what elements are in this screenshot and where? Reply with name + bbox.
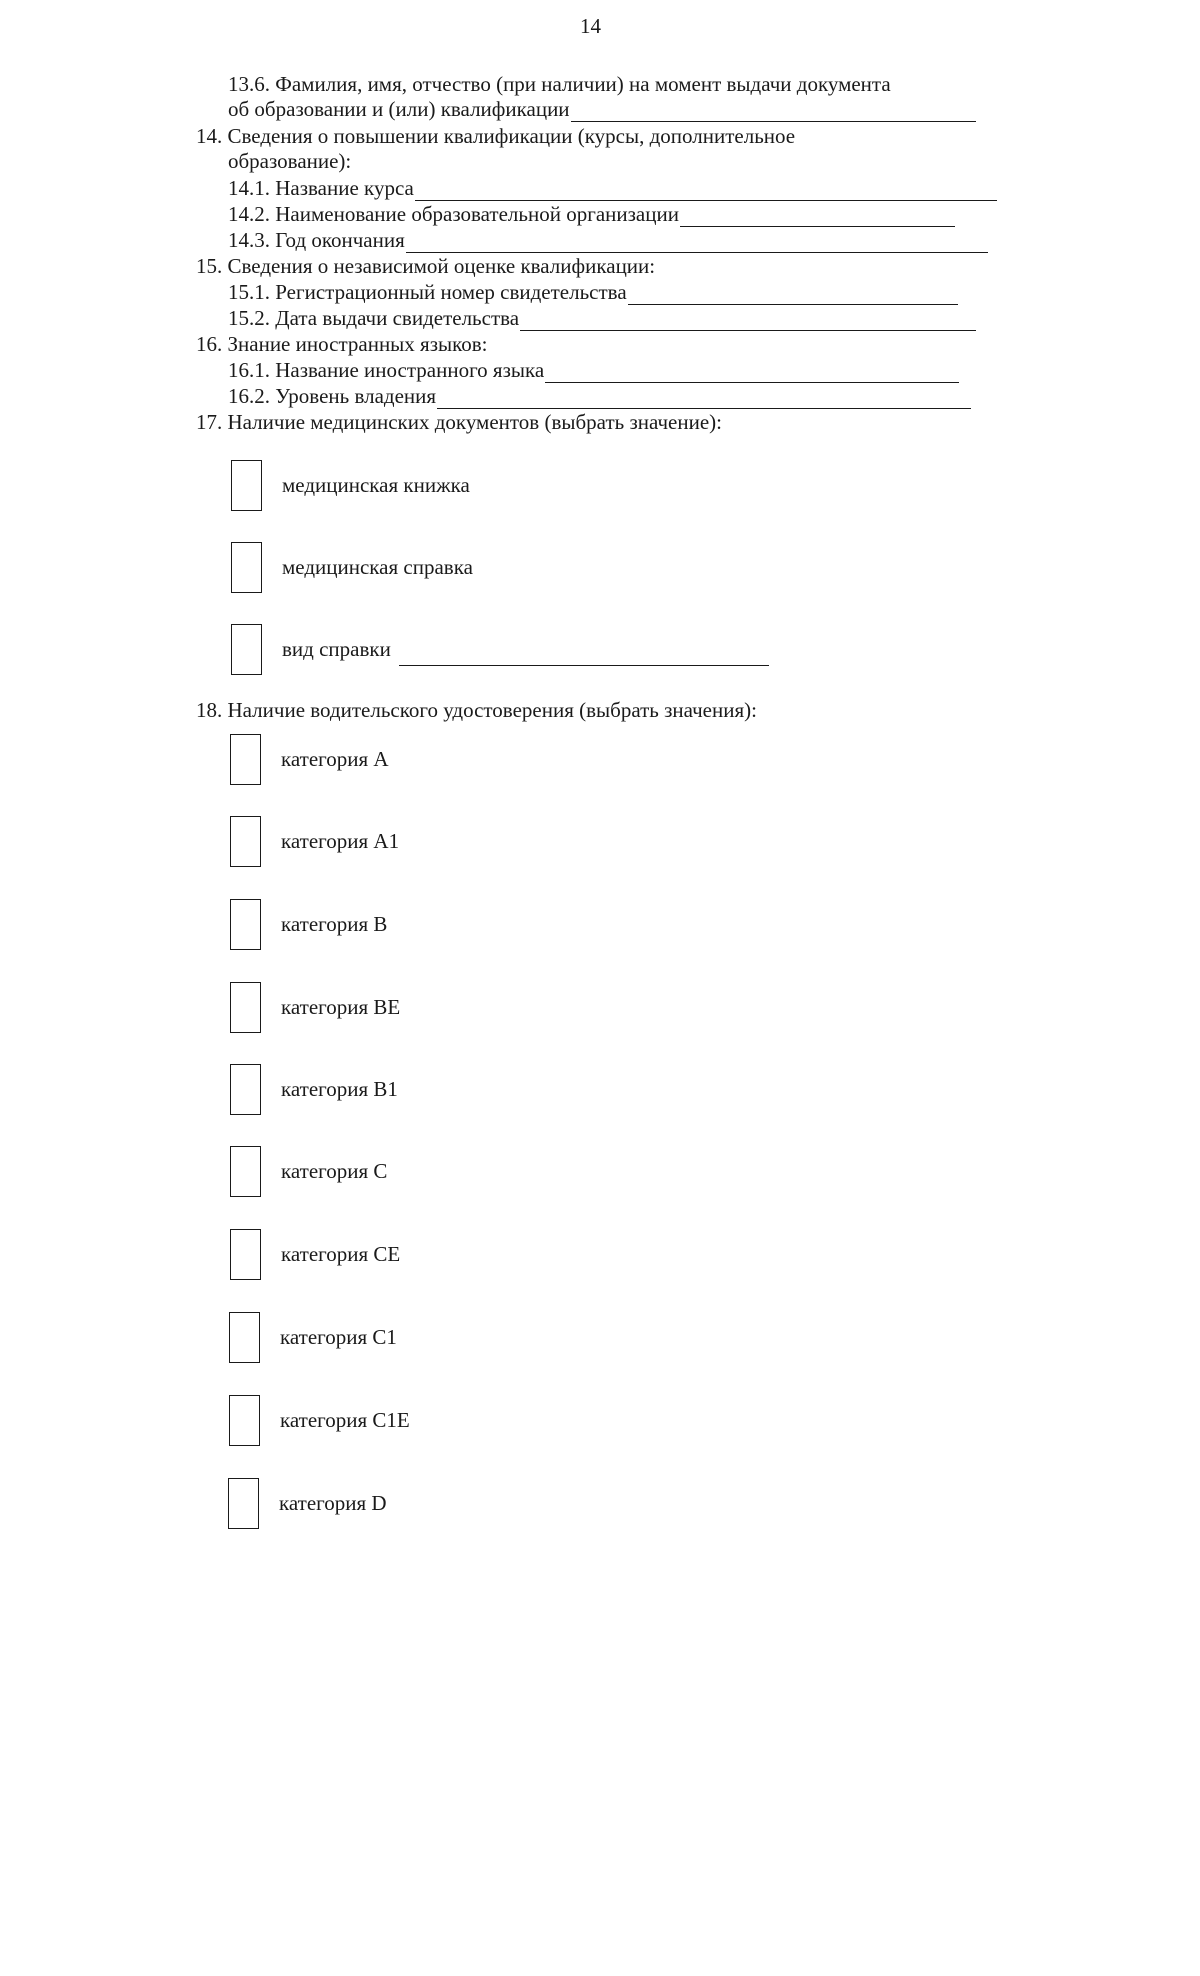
option-medical-book (231, 460, 470, 511)
category-b1-checkbox[interactable] (230, 1064, 261, 1115)
item-14-heading-cont: образование): (228, 149, 352, 173)
option-category-b (230, 899, 387, 950)
item-14-1 (228, 176, 997, 201)
item-13-6-label: об образовании и (или) квалификации (228, 97, 570, 121)
category-be-checkbox[interactable] (230, 982, 261, 1033)
category-ce-label: категория СЕ (281, 1241, 401, 1266)
category-ce-checkbox[interactable] (230, 1229, 261, 1280)
item-13-6-line2 (228, 97, 976, 122)
category-d-checkbox[interactable] (228, 1478, 259, 1529)
item-15-1-label: 15.1. Регистрационный номер свидетельства (228, 280, 627, 304)
option-certificate-type (231, 624, 769, 675)
item-17-heading: 17. Наличие медицинских документов (выбрать значение): (196, 410, 722, 434)
category-c1e-checkbox[interactable] (229, 1395, 260, 1446)
graduation-year-field[interactable] (406, 234, 988, 253)
item-16-heading: 16. Знание иностранных языков: (196, 332, 488, 356)
item-16-1-label: 16.1. Название иностранного языка (228, 358, 545, 382)
option-category-a (230, 734, 389, 785)
item-15-2-label: 15.2. Дата выдачи свидетельства (228, 306, 520, 330)
certificate-type-field[interactable] (399, 647, 769, 666)
option-medical-certificate (231, 542, 473, 593)
item-14-2-label: 14.2. Наименование образовательной организации (228, 202, 679, 226)
course-name-field[interactable] (415, 182, 997, 201)
medical-book-label: медицинская книжка (282, 472, 470, 497)
category-c-checkbox[interactable] (230, 1146, 261, 1197)
item-15-1 (228, 280, 958, 305)
option-category-ce (230, 1229, 400, 1280)
category-b-checkbox[interactable] (230, 899, 261, 950)
item-18-heading: 18. Наличие водительского удостоверения (выбрать значения): (196, 698, 757, 722)
category-d-label: категория D (279, 1490, 387, 1515)
medical-book-checkbox[interactable] (231, 460, 262, 511)
item-16-2 (228, 384, 971, 409)
full-name-at-issue-field[interactable] (571, 103, 976, 122)
item-13-6-line1: 13.6. Фамилия, имя, отчество (при наличии) на момент выдачи документа (228, 72, 891, 96)
item-14-3 (228, 228, 988, 253)
certificate-number-field[interactable] (628, 286, 958, 305)
certificate-date-field[interactable] (520, 312, 976, 331)
item-14-2 (228, 202, 955, 227)
organization-name-field[interactable] (680, 208, 955, 227)
category-c1-checkbox[interactable] (229, 1312, 260, 1363)
category-c-label: категория С (281, 1158, 388, 1183)
item-14-3-label: 14.3. Год окончания (228, 228, 405, 252)
category-a1-label: категория А1 (281, 828, 400, 853)
item-15-heading: 15. Сведения о независимой оценке квалификации: (196, 254, 656, 278)
medical-certificate-checkbox[interactable] (231, 542, 262, 593)
certificate-type-checkbox[interactable] (231, 624, 262, 675)
category-b1-label: категория В1 (281, 1076, 398, 1101)
item-16-1 (228, 358, 959, 383)
category-a-checkbox[interactable] (230, 734, 261, 785)
category-c1e-label: категория С1Е (280, 1407, 410, 1432)
language-name-field[interactable] (545, 364, 959, 383)
category-be-label: категория ВЕ (281, 994, 401, 1019)
option-category-c1 (229, 1312, 397, 1363)
category-a-label: категория А (281, 746, 389, 771)
option-category-c (230, 1146, 387, 1197)
certificate-type-label: вид справки (282, 636, 391, 661)
language-level-field[interactable] (437, 390, 971, 409)
category-c1-label: категория С1 (280, 1324, 397, 1349)
medical-certificate-label: медицинская справка (282, 554, 473, 579)
option-category-c1e (229, 1395, 410, 1446)
option-category-b1 (230, 1064, 398, 1115)
category-a1-checkbox[interactable] (230, 816, 261, 867)
item-14-1-label: 14.1. Название курса (228, 176, 414, 200)
item-16-2-label: 16.2. Уровень владения (228, 384, 437, 408)
option-category-a1 (230, 816, 399, 867)
category-b-label: категория В (281, 911, 388, 936)
page-number: 14 (580, 14, 601, 38)
option-category-d (228, 1478, 387, 1529)
item-15-2 (228, 306, 976, 331)
item-14-heading: 14. Сведения о повышении квалификации (курсы, дополнительное (196, 124, 796, 148)
option-category-be (230, 982, 400, 1033)
